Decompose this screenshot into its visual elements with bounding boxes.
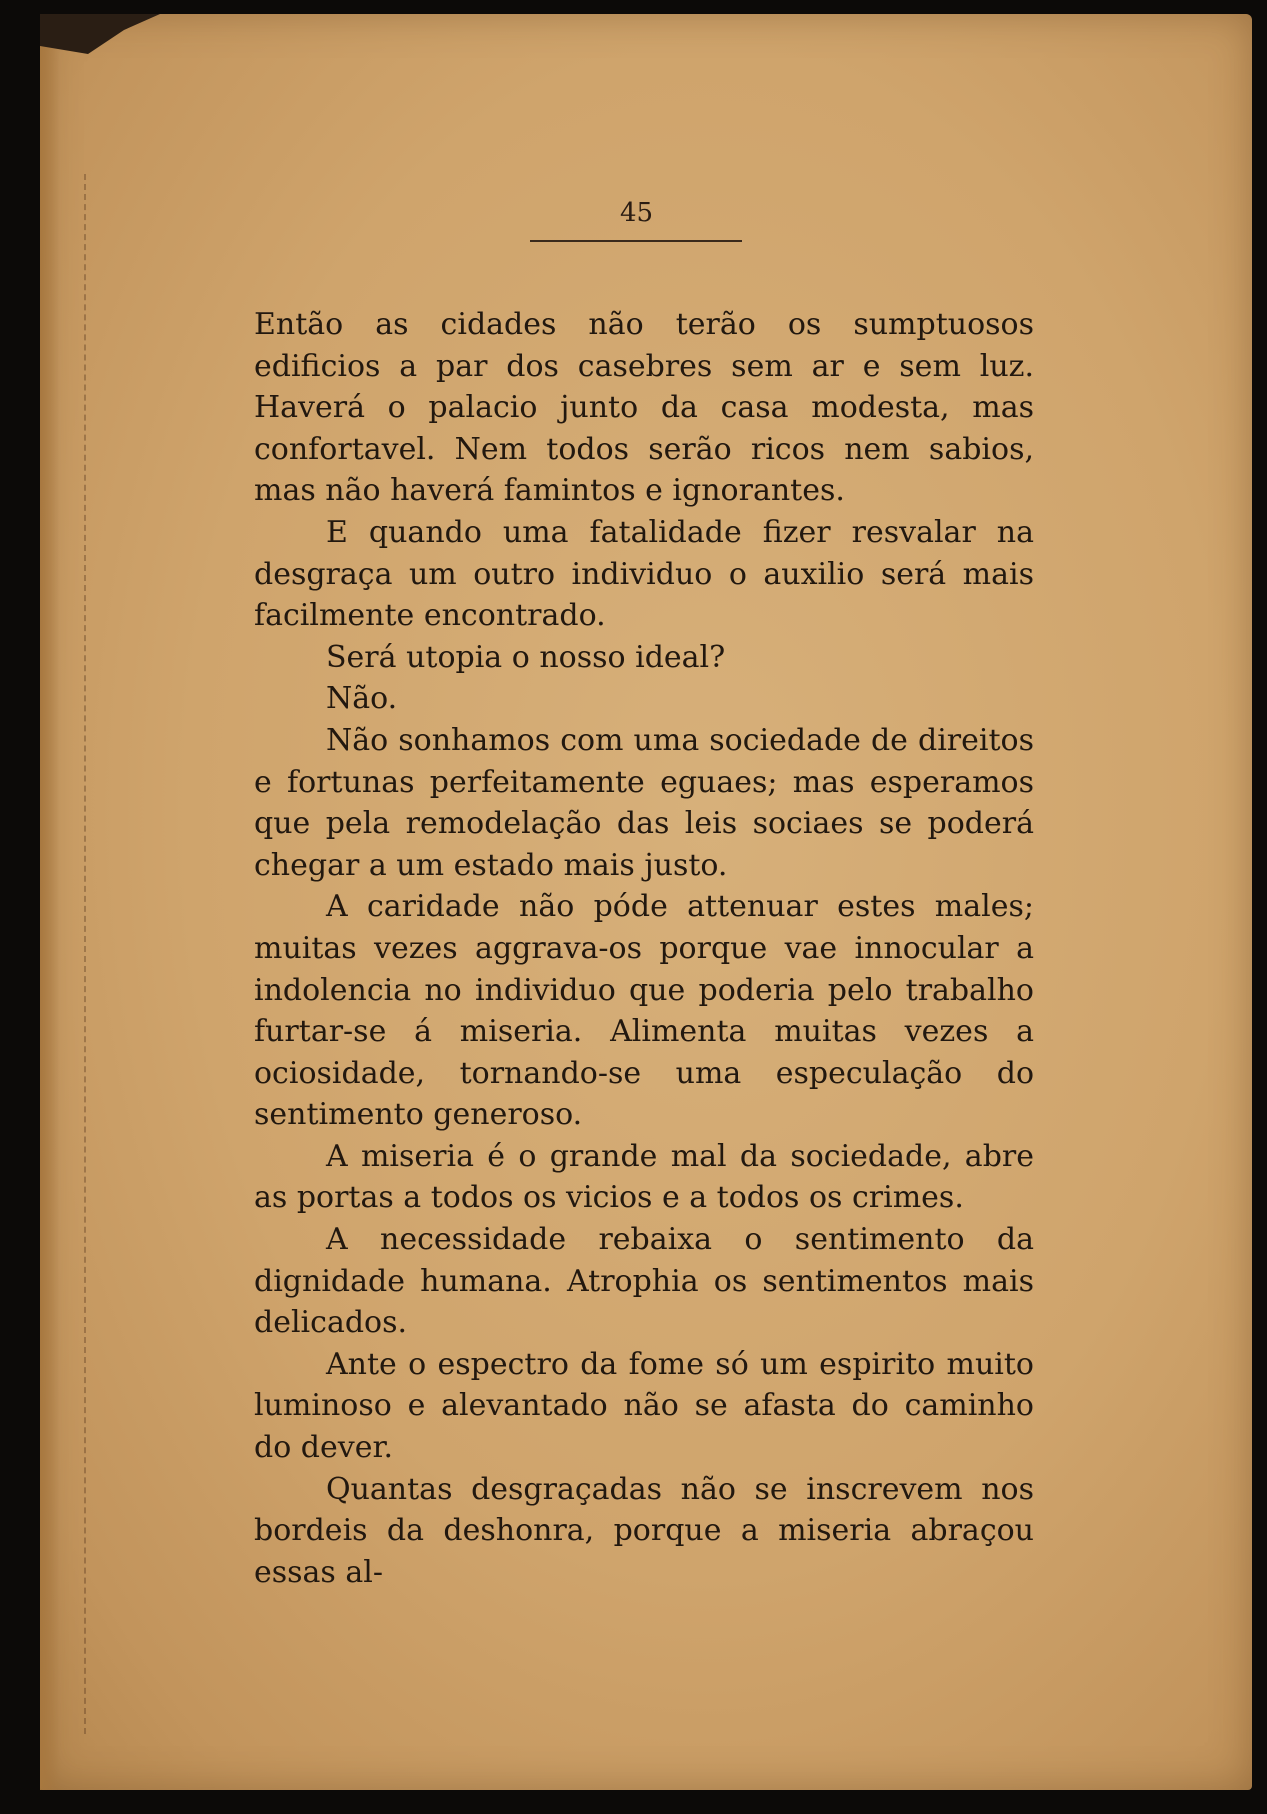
paragraph: A miseria é o grande mal da sociedade, abre as portas a todos os vicios e a todos os crimes. [254,1138,1034,1216]
binding-stitch-marks [84,174,90,1734]
paragraph: Então as cidades não terão os sumptuosos edificios a par dos casebres sem ar e sem luz. Haverá o palacio junto da casa modesta, mas confortavel. Nem todos serão ricos nem sabios, mas não haverá famintos e ignorantes. [254,307,1034,509]
paragraph: Será utopia o nosso ideal? [326,639,726,675]
body-text [254,304,1034,1593]
page-number: 45 [620,198,654,228]
paragraph: Quantas desgraçadas não se inscrevem nos bordeis da deshonra, porque a miseria abraçou essas al- [254,1471,1034,1590]
paragraph: A caridade não póde attenuar estes males; muitas vezes aggrava-os porque vae innocular a indolencia no individuo que poderia pelo trabalho furtar-se á miseria. Alimenta muitas vezes a ociosidade, tornando-se uma especulação do sentimento generoso. [254,889,1034,1133]
paragraph: Não sonhamos com uma sociedade de direitos e fortunas perfeitamente eguaes; mas esperamos que pela remodelação das leis sociaes se poderá chegar a um estado mais justo. [254,722,1034,883]
torn-corner [40,14,160,54]
paragraph: A necessidade rebaixa o sentimento da dignidade humana. Atrophia os sentimentos mais delicados. [254,1222,1034,1341]
paragraph: E quando uma fatalidade fizer resvalar na desgraça um outro individuo o auxilio será mais facilmente encontrado. [254,514,1034,634]
header-rule [530,240,742,242]
page-edge-shadow [40,14,60,1790]
paragraph: Ante o espectro da fome só um espirito muito luminoso e alevantado não se afasta do caminho do dever. [254,1346,1034,1466]
paragraph: Não. [326,681,398,717]
